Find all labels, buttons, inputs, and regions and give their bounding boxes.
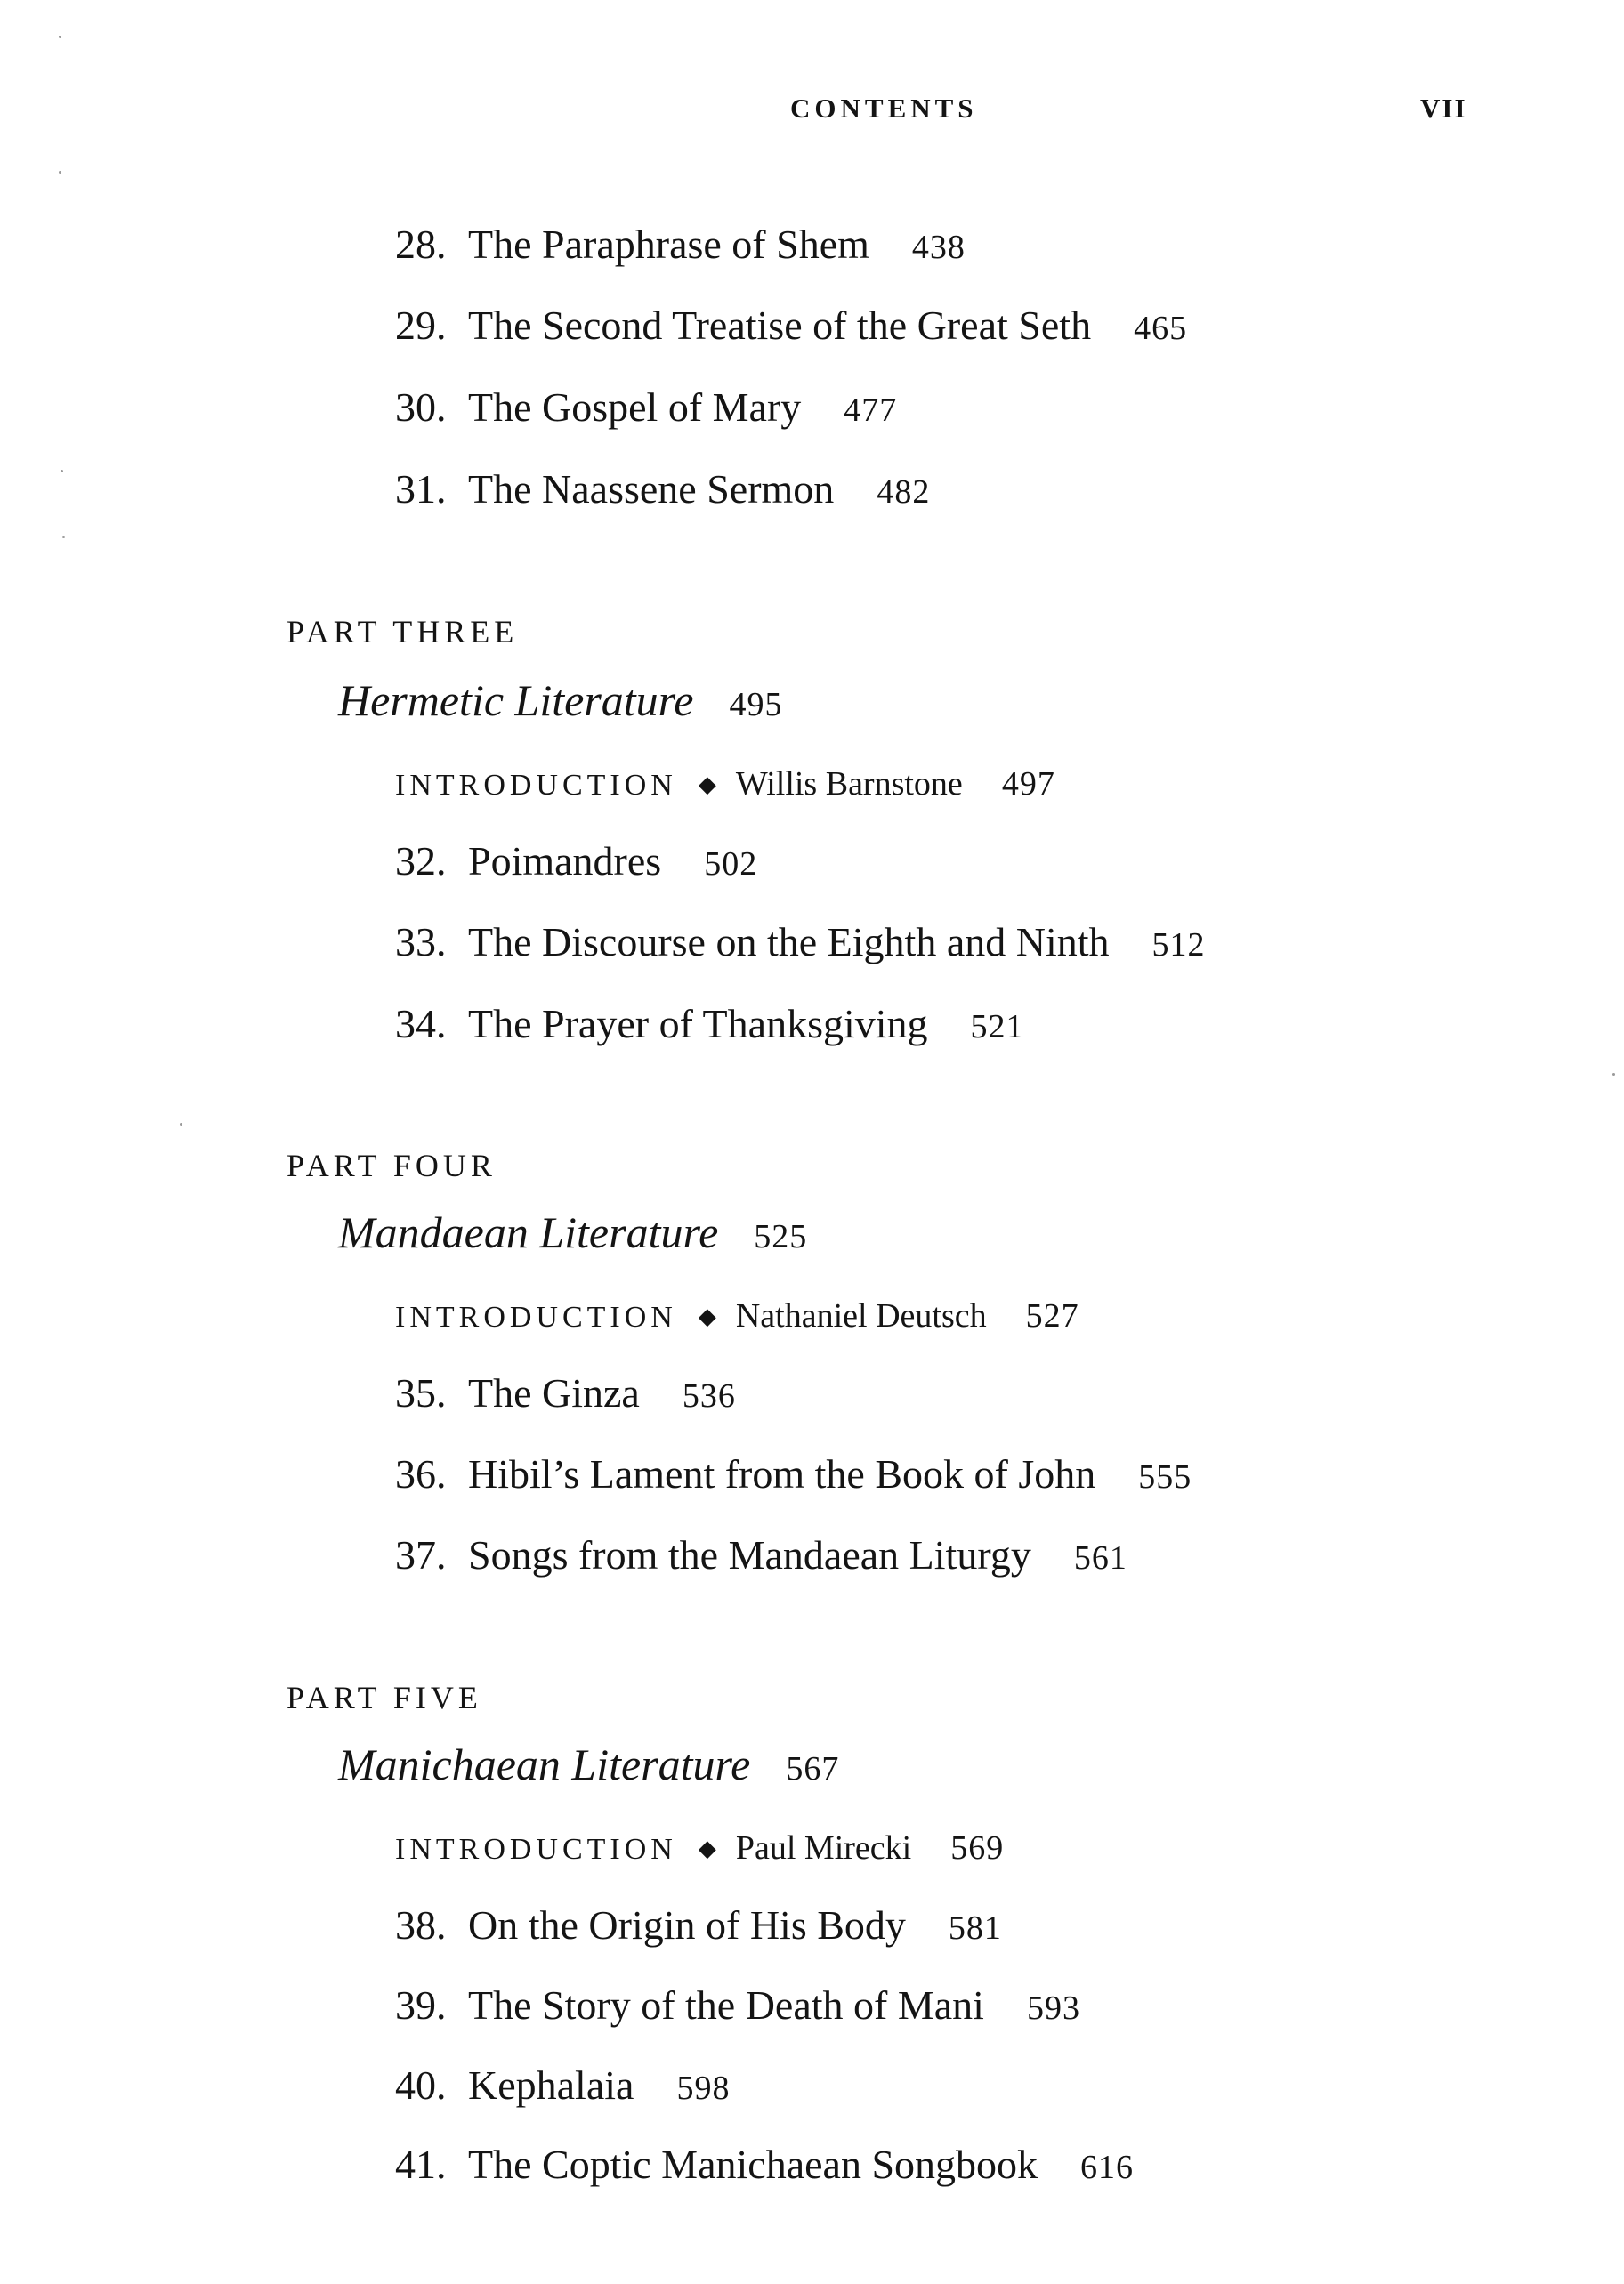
entry-title: The Story of the Death of Mani [468,1982,984,2028]
entry-title: The Gospel of Mary [468,384,802,430]
part-label: PART THREE [287,614,519,650]
part-title-text: Manichaean Literature [338,1739,751,1789]
scan-speck [180,1123,182,1126]
entry-number: 37. [395,1532,447,1578]
entry-title: The Second Treatise of the Great Seth [468,303,1092,348]
entry-title: Kephalaia [468,2062,634,2108]
introduction-label: INTRODUCTION [395,769,677,802]
entry-title: Hibil’s Lament from the Book of John [468,1451,1096,1497]
scan-speck [62,536,65,538]
entry-title: The Prayer of Thanksgiving [468,1001,928,1046]
introduction-author: Paul Mirecki [735,1829,912,1867]
entry-title: Poimandres [468,838,662,884]
entry-title: The Ginza [468,1370,640,1416]
introduction-page: 527 [1025,1297,1079,1335]
entry-number: 40. [395,2062,447,2108]
part-title-text: Hermetic Literature [338,675,694,725]
part-title[interactable] [338,675,783,725]
entry-page: 561 [1073,1539,1127,1577]
scan-speck [1612,1073,1615,1076]
toc-entry[interactable] [395,1902,1002,1948]
part-label: PART FOUR [287,1148,497,1183]
introduction-entry[interactable] [395,1831,1004,1865]
entry-page: 465 [1134,310,1188,347]
part-title-text: Mandaean Literature [338,1207,719,1257]
entry-title: The Discourse on the Eighth and Ninth [468,919,1110,964]
diamond-ornament-icon: ◆ [698,771,716,797]
toc-entry[interactable] [395,384,898,430]
toc-entry[interactable] [395,466,931,512]
scan-speck [59,36,61,38]
page-folio: VII [1420,93,1467,124]
toc-entry[interactable] [395,1451,1192,1497]
entry-title: The Coptic Manichaean Songbook [468,2142,1038,2187]
introduction-author: Willis Barnstone [735,765,963,803]
entry-number: 33. [395,919,447,964]
introduction-entry[interactable] [395,1299,1079,1333]
entry-page: 521 [970,1008,1024,1045]
entry-number: 39. [395,1982,447,2028]
entry-page: 438 [911,229,966,266]
entry-title: Songs from the Mandaean Liturgy [468,1532,1031,1578]
introduction-entry[interactable] [395,767,1055,801]
entry-title: On the Origin of His Body [468,1902,906,1948]
entry-page: 593 [1026,1989,1080,2027]
entry-number: 29. [395,303,447,348]
entry-number: 35. [395,1370,447,1416]
diamond-ornament-icon: ◆ [698,1303,716,1329]
toc-entry[interactable] [395,919,1206,964]
introduction-label: INTRODUCTION [395,1301,677,1334]
introduction-label: INTRODUCTION [395,1833,677,1866]
entry-page: 555 [1138,1458,1192,1496]
toc-entry[interactable] [395,1001,1024,1046]
toc-entry[interactable] [395,224,966,265]
entry-number: 34. [395,1001,447,1046]
entry-page: 512 [1151,926,1206,964]
part-label: PART FIVE [287,1680,482,1715]
entry-page: 616 [1080,2149,1135,2186]
entry-number: 38. [395,1902,447,1948]
scan-speck [59,171,61,174]
entry-title: The Naassene Sermon [468,466,835,512]
part-title[interactable] [338,1207,808,1257]
entry-page: 477 [844,391,898,429]
scan-speck [61,470,63,472]
introduction-author: Nathaniel Deutsch [735,1297,987,1335]
toc-entry[interactable] [395,1370,736,1416]
toc-entry[interactable] [395,2144,1134,2185]
entry-page: 598 [676,2070,731,2107]
part-page: 567 [786,1750,840,1788]
introduction-page: 569 [950,1829,1005,1867]
entry-number: 32. [395,838,447,884]
toc-entry[interactable] [395,2062,731,2108]
entry-number: 30. [395,384,447,430]
toc-entry[interactable] [395,305,1187,346]
toc-entry[interactable] [395,838,758,884]
entry-number: 28. [395,222,447,267]
toc-entry[interactable] [395,1532,1127,1578]
entry-number: 31. [395,466,447,512]
entry-page: 502 [704,845,758,883]
part-page: 525 [754,1218,808,1255]
introduction-page: 497 [1001,765,1055,803]
running-head: CONTENTS [790,93,978,124]
entry-page: 581 [948,1909,1002,1947]
entry-page: 536 [682,1377,736,1415]
entry-title: The Paraphrase of Shem [468,222,869,267]
entry-number: 41. [395,2142,447,2187]
entry-number: 36. [395,1451,447,1497]
part-page: 495 [729,686,783,723]
entry-page: 482 [877,473,931,511]
part-title[interactable] [338,1739,840,1789]
diamond-ornament-icon: ◆ [698,1836,716,1861]
toc-entry[interactable] [395,1982,1080,2028]
